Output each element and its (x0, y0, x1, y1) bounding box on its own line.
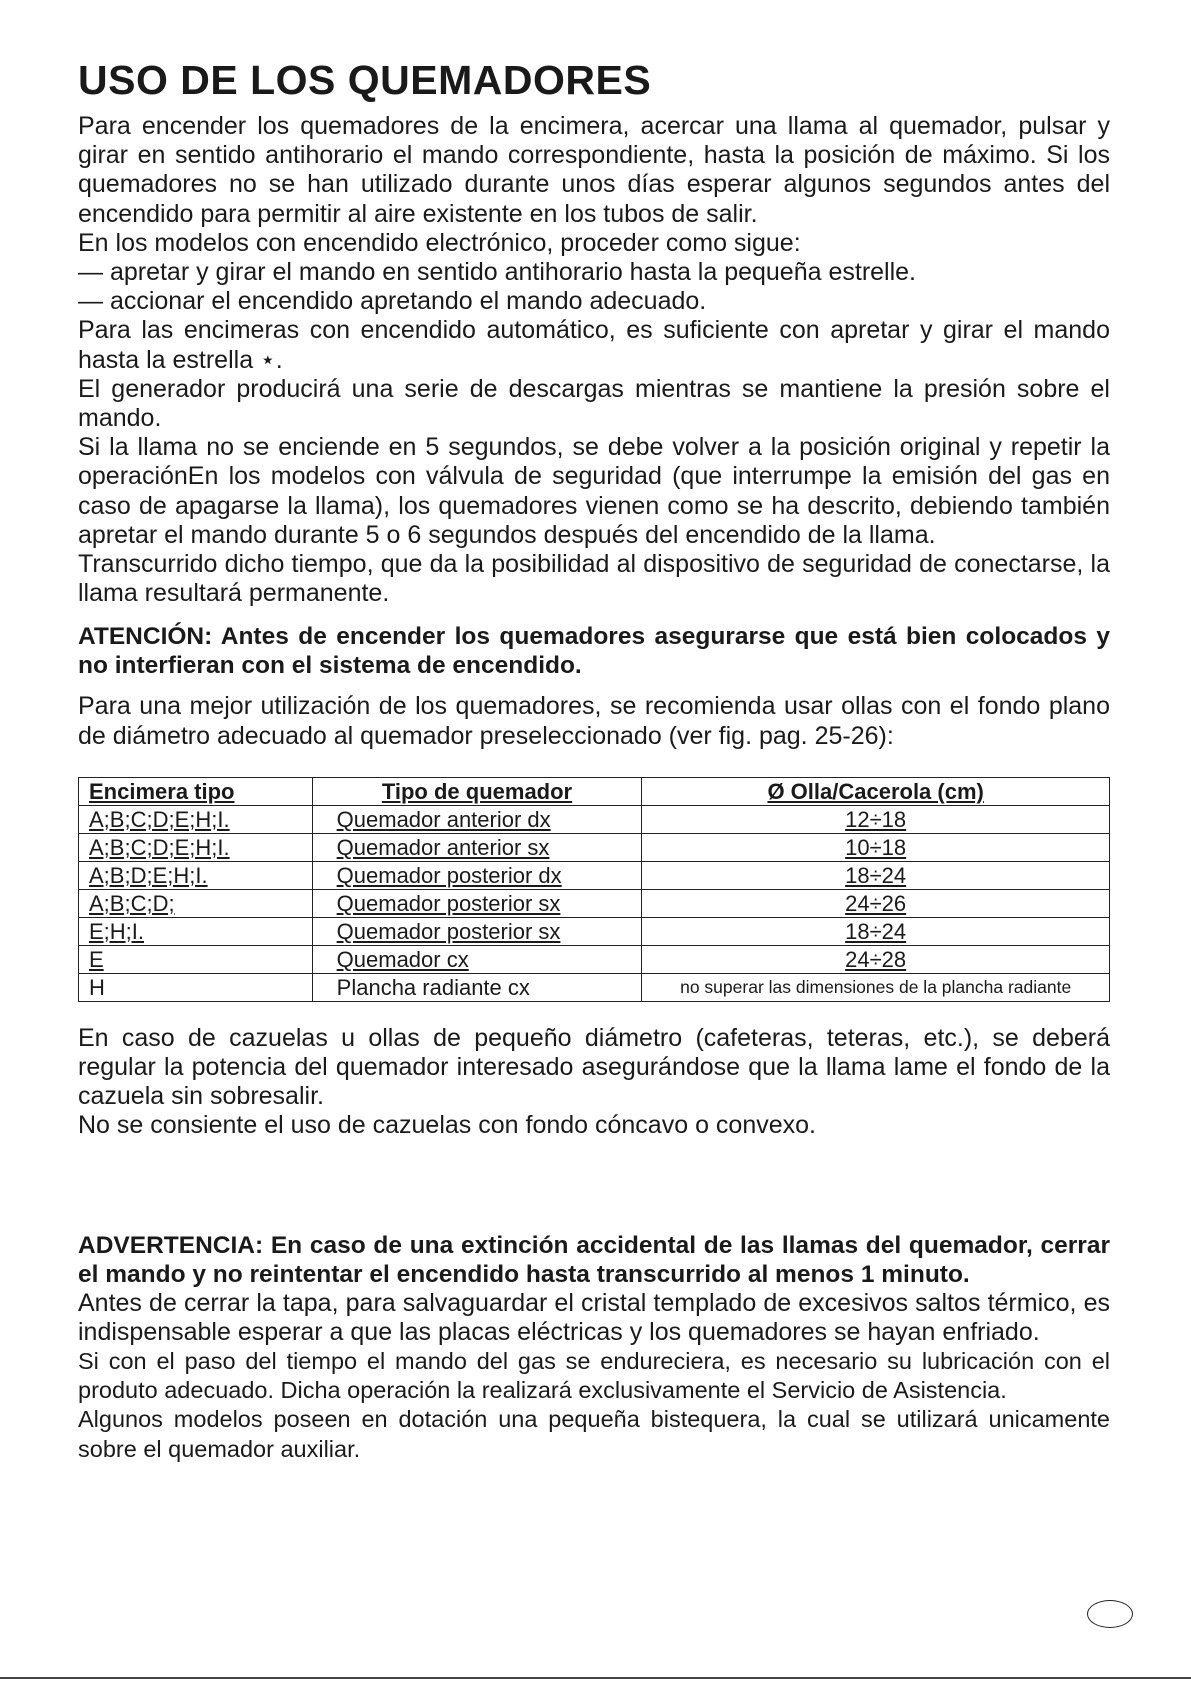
paragraph: Si la llama no se enciende en 5 segundos, se debe volver a la posición original y repetir la operaciónEn los modelos con válvula de seguridad (que interrumpe la emisión del gas en caso de apagarse la llama), los quemadores vienen como se ha descrito, debiendo también apretar el mando durante 5 o 6 segundos después del encendido de la llama. (78, 433, 1110, 549)
cell-burner-type: Plancha radiante cx (312, 973, 642, 1001)
cell-hob-type: A;B;C;D;E;H;I. (79, 833, 313, 861)
cell-burner-type: Quemador posterior sx (312, 889, 642, 917)
page-content (78, 52, 1110, 1464)
burner-size-table (78, 777, 1110, 1002)
recommendation-text: Para una mejor utilización de los quemadores, se recomienda usar ollas con el fondo plano de diámetro adecuado al quemador preseleccionado (ver fig. pag. 25-26): (78, 692, 1110, 750)
page-number-marker (1087, 1600, 1133, 1628)
table-header-row (79, 777, 1110, 805)
cell-pot-diameter: 24÷26 (642, 889, 1110, 917)
attention-notice: ATENCIÓN: Antes de encender los quemadores asegurarse que está bien colocados y no interfieran con el sistema de encendido. (78, 623, 1110, 680)
paragraph: Transcurrido dicho tiempo, que da la posibilidad al dispositivo de seguridad de conectarse, la llama resultará permanente. (78, 550, 1110, 608)
small-pot-section (78, 1024, 1110, 1141)
paragraph: En los modelos con encendido electrónico, proceder como sigue: (78, 228, 801, 257)
table-row (79, 973, 1110, 1001)
paragraph: En caso de cazuelas u ollas de pequeño diámetro (cafeteras, teteras, etc.), se deberá regular la potencia del quemador interesado asegurándose que la llama lame el fondo de la cazuela sin sobresalir. (78, 1023, 1110, 1111)
cell-hob-type: H (79, 973, 313, 1001)
cell-hob-type: A;B;D;E;H;I. (79, 861, 313, 889)
list-item: — apretar y girar el mando en sentido antihorario hasta la pequeña estrelle. (78, 258, 917, 287)
table-row (79, 945, 1110, 973)
paragraph: Algunos modelos poseen en dotación una pequeña bistequera, la cual se utilizará unicamente sobre el quemador auxiliar. (78, 1406, 1110, 1462)
paragraph: Si con el paso del tiempo el mando del gas se endureciera, es necesario su lubricación con el produto adecuado. Dicha operación la realizará exclusivamente el Servicio de Asistencia. (78, 1348, 1110, 1404)
maintenance-section (78, 1347, 1110, 1464)
column-header-pot-diameter: Ø Olla/Cacerola (cm) (642, 777, 1110, 805)
intro-section (78, 112, 1110, 608)
cell-burner-type: Quemador posterior dx (312, 861, 642, 889)
cell-hob-type: A;B;C;D; (79, 889, 313, 917)
cell-pot-diameter: 18÷24 (642, 861, 1110, 889)
cell-burner-type: Quemador posterior sx (312, 917, 642, 945)
table-row (79, 805, 1110, 833)
cell-burner-type: Quemador anterior dx (312, 805, 642, 833)
paragraph: No se consiente el uso de cazuelas con fondo cóncavo o convexo. (78, 1111, 816, 1140)
table-row (79, 917, 1110, 945)
cell-pot-diameter: 18÷24 (642, 917, 1110, 945)
table-row (79, 833, 1110, 861)
cell-pot-diameter: 10÷18 (642, 833, 1110, 861)
page-title: USO DE LOS QUEMADORES (78, 57, 652, 103)
cell-hob-type: E (79, 945, 313, 973)
table-row (79, 861, 1110, 889)
bottom-rule (0, 1677, 1191, 1679)
column-header-hob-type: Encimera tipo (79, 777, 313, 805)
cell-hob-type: A;B;C;D;E;H;I. (79, 805, 313, 833)
paragraph: Antes de cerrar la tapa, para salvaguardar el cristal templado de excesivos saltos térmico, es indispensable esperar a que las placas eléctricas y los quemadores se hayan enfriado. (78, 1288, 1110, 1346)
table-row (79, 889, 1110, 917)
paragraph: Para encender los quemadores de la encimera, acercar una llama al quemador, pulsar y girar en sentido antihorario el mando correspondiente, hasta la posición de máximo. Si los quemadores no se han utilizado durante unos días esperar algunos segundos antes del encendido para permitir al aire existente en los tubos de salir. (78, 112, 1110, 228)
cell-burner-type: Quemador cx (312, 945, 642, 973)
warning-notice: ADVERTENCIA: En caso de una extinción accidental de las llamas del quemador, cerrar el mando y no reintentar el encendido hasta transcurrido al menos 1 minuto. (78, 1231, 1110, 1288)
list-item: — accionar el encendido apretando el mando adecuado. (78, 287, 707, 316)
cell-hob-type: E;H;I. (79, 917, 313, 945)
cell-pot-diameter: 24÷28 (642, 945, 1110, 973)
column-header-burner-type: Tipo de quemador (312, 777, 642, 805)
paragraph: Para las encimeras con encendido automático, es suficiente con apretar y girar el mando hasta la estrella ⋆. (78, 316, 1110, 374)
cell-pot-diameter: 12÷18 (642, 805, 1110, 833)
cell-pot-diameter-note: no superar las dimensiones de la plancha radiante (642, 973, 1110, 1001)
paragraph: El generador producirá una serie de descargas mientras se mantiene la presión sobre el mando. (78, 374, 1110, 433)
cell-burner-type: Quemador anterior sx (312, 833, 642, 861)
